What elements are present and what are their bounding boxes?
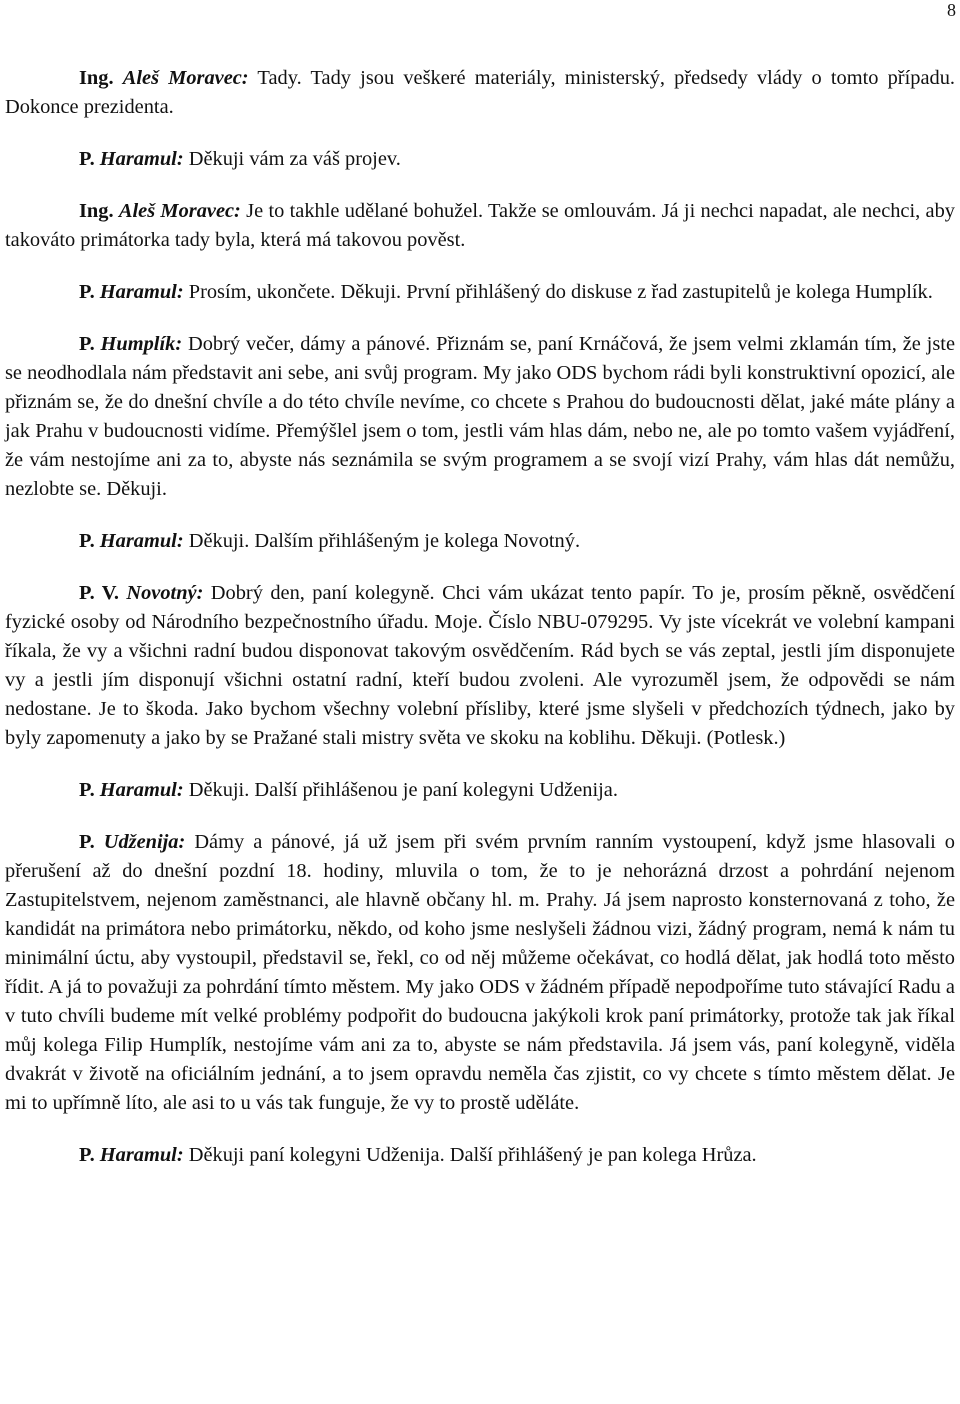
speaker-name: Humplík:: [100, 333, 183, 355]
speaker-label: [79, 333, 182, 355]
speech-text: Dobrý den, paní kolegyně. Chci vám ukázat tento papír. To je, prosím pěkně, osvědčení fyzické osoby od Národního bezpečnostního úřadu. Moje. Číslo NBU-079295. Vy jste vícekrát ve volební kampani říkala, že vy a všichni radní budou disponovat takovým osvědčením. Rád bych se vás zeptal, jestli jím disponujete vy a jestli jím disponují všichni ostatní radní, kteří budou zvoleni. Ale vyrozuměl jsem, že odpovědi se nám nedostane. Je to škoda. Jako bychom všechny volební přísliby, které jsme slyšeli v předchozích týdnech, jako by byly zapomenuty a jako by se Pražané stali mistry světa ve skoku na koblihu. Děkuji. (Potlesk.): [5, 582, 955, 749]
speech-text: Děkuji paní kolegyni Udženija. Další přihlášený je pan kolega Hrůza.: [183, 1144, 757, 1166]
speaker-prefix: P.: [79, 779, 100, 801]
speech-text: Dámy a pánové, já už jsem při svém prvním ranním vystoupení, když jsme hlasovali o přerušení až do dnešní pozdní 18. hodiny, mluvila o tom, že to je nehorázná drzost a pohrdání nejenom Zastupitelstvem, nejenom zaměstnanci, ale hlavně občany hl. m. Prahy. Já jsem naprosto konsternovaná z toho, že kandidát na primátora nebo primátorku, někdo, od koho jsme neslyšeli žádnou vizi, žádný program, nemá k nám tu minimální úctu, aby vystoupil, představil se, řekl, co od něj můžeme očekávat, co hodlá dělat, jak hodlá toto město řídit. A já to považuji za pohrdání tímto městem. My jako ODS v žádném případě nepodpoříme tuto stávající Radu a v tuto chvíli budeme mít velké problémy podpořit do budoucna jakýkoli krok paní primátorky, protože tak jak říkal můj kolega Filip Humplík, nestojíme vám ani za to, abyste se nám představila. Já jsem vás, paní kolegyně, viděla dvakrát v životě na oficiálním jednání, a to jsem opravdu neměla čas zjistit, co vy chcete s tímto městem dělat. Je mi to upřímně líto, ale asi to u vás tak funguje, že vy to prostě uděláte.: [5, 831, 955, 1114]
speaker-label: [79, 831, 185, 853]
speaker-label: [79, 530, 184, 552]
paragraph-4: [5, 278, 955, 307]
speaker-prefix: P.: [79, 148, 100, 170]
speaker-label: [79, 148, 184, 170]
page-number: 8: [947, 0, 956, 20]
speaker-label: [79, 67, 249, 89]
speech-text: Děkuji. Další přihlášenou je paní kolegyni Udženija.: [183, 779, 618, 801]
speaker-label: [79, 200, 241, 222]
speaker-label: [79, 281, 184, 303]
speaker-label: [79, 779, 184, 801]
paragraph-5: [5, 330, 955, 504]
speaker-prefix: P.: [79, 281, 100, 303]
speech-text: Tady. Tady jsou veškeré materiály, ministerský, předsedy vlády o tomto případu. Dokonce prezidenta.: [5, 67, 955, 118]
speaker-name: Haramul:: [99, 530, 184, 552]
speaker-prefix: Ing.: [79, 67, 123, 89]
paragraph-2: [5, 145, 955, 174]
speech-text: Je to takhle udělané bohužel. Takže se omlouvám. Já ji nechci napadat, ale nechci, aby takováto primátorka tady byla, která má takovou pověst.: [5, 200, 955, 251]
paragraph-1: [5, 64, 955, 122]
speaker-prefix: P.: [79, 530, 100, 552]
speaker-label: [79, 582, 203, 604]
speaker-name: Haramul:: [99, 779, 184, 801]
paragraph-10: [5, 1141, 955, 1170]
paragraph-6: [5, 527, 955, 556]
speaker-prefix: P. V.: [79, 582, 127, 604]
speaker-label: [79, 1144, 184, 1166]
speaker-name: Haramul:: [99, 1144, 184, 1166]
paragraph-9: [5, 828, 955, 1118]
speaker-name: Udženija:: [103, 831, 186, 853]
speaker-prefix: Ing.: [79, 200, 119, 222]
speech-text: Děkuji vám za váš projev.: [183, 148, 401, 170]
speaker-name: Haramul:: [99, 148, 184, 170]
speech-text: Dobrý večer, dámy a pánové. Přiznám se, paní Krnáčová, že jsem velmi zklamán tím, že jste se neodhodlala nám představit ani sebe, ani svůj program. My jako ODS bychom rádi byli konstruktivní opozicí, ale přiznám se, že do dnešní chvíle a do této chvíle nevíme, co chcete s Prahou do budoucnosti dělat, jaké máte plány a jak Prahu v budoucnosti vidíme. Přemýšlel jsem o tom, jestli vám hlas dám, nebo ne, ale po tomto vašem vyjádření, že vám nestojíme ani za to, abyste nás seznámila se svým programem a se svojí vizí Prahy, vám hlas dát nemůžu, nezlobte se. Děkuji.: [5, 333, 955, 500]
speaker-name: Aleš Moravec:: [118, 200, 241, 222]
speaker-prefix: P.: [79, 831, 104, 853]
transcript-body: [5, 64, 955, 1193]
speech-text: Prosím, ukončete. Děkuji. První přihlášený do diskuse z řad zastupitelů je kolega Humplík.: [183, 281, 933, 303]
speech-text: Děkuji. Dalším přihlášeným je kolega Novotný.: [183, 530, 581, 552]
speaker-name: Aleš Moravec:: [122, 67, 249, 89]
speaker-name: Haramul:: [99, 281, 184, 303]
paragraph-7: [5, 579, 955, 753]
speaker-prefix: P.: [79, 1144, 100, 1166]
paragraph-8: [5, 776, 955, 805]
paragraph-3: [5, 197, 955, 255]
speaker-prefix: P.: [79, 333, 101, 355]
speaker-name: Novotný:: [126, 582, 204, 604]
